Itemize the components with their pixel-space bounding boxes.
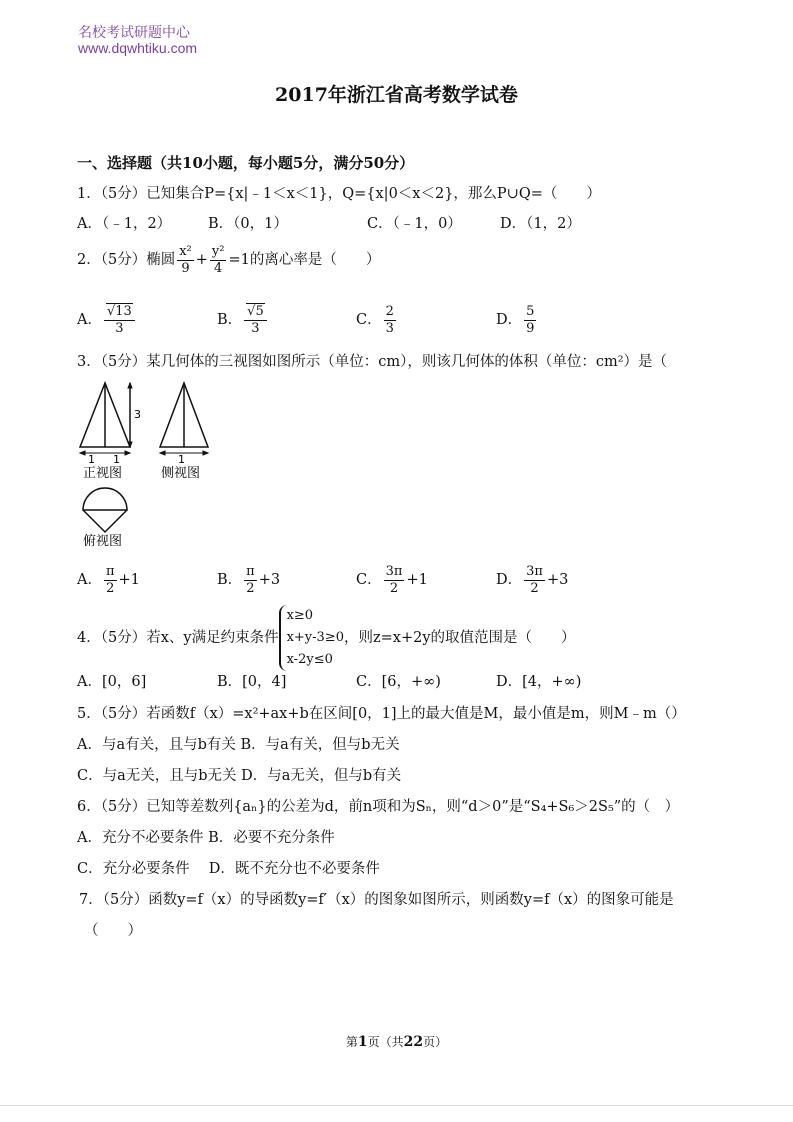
q2-option-b bbox=[217, 302, 269, 338]
dim-arrow bbox=[160, 451, 165, 455]
q5-options-row1: A．与a有关，且与b有关 B．与a有关，但与b无关 bbox=[77, 737, 400, 753]
q3-a-den: 2 bbox=[106, 580, 115, 596]
q2-b-num: √5 bbox=[244, 304, 267, 321]
q3-b-den: 2 bbox=[246, 580, 255, 596]
q6-stem: 6．（5分）已知等差数列{aₙ}的公差为d，前n项和为Sₙ，则“d＞0”是“S₄+S₆＞2S₅”的（ ） bbox=[77, 799, 680, 815]
q7-stem: 7．（5分）函数y=f（x）的导函数y=f′（x）的图象如图所示，则函数y=f（x）的图象可能是 bbox=[79, 892, 674, 908]
q2-a-frac bbox=[104, 304, 135, 337]
q3-c-label: C． bbox=[356, 572, 382, 588]
q3-b-tail: +3 bbox=[258, 572, 281, 588]
paper-title: 2017年浙江省高考数学试卷 bbox=[275, 84, 518, 106]
q7-stem-tail: （ ） bbox=[84, 923, 142, 939]
q3-three-views-figure bbox=[75, 375, 225, 550]
q2-frac-y-num: y² bbox=[211, 243, 225, 259]
dim-side-label: 1 bbox=[178, 453, 185, 466]
q2-frac-x-num: x² bbox=[179, 243, 192, 259]
q4-constraint-1: x≥0 bbox=[286, 608, 314, 623]
q3-option-d bbox=[496, 562, 568, 598]
q3-c-num: 3π bbox=[385, 563, 403, 579]
q3-a-tail: +1 bbox=[118, 572, 140, 588]
q3-b-label: B． bbox=[217, 572, 243, 588]
q3-a-num: π bbox=[105, 563, 115, 579]
q3-d-label: D． bbox=[496, 572, 523, 588]
watermark-url[interactable]: www.dqwhtiku.com bbox=[78, 40, 198, 56]
dim-arrow bbox=[203, 451, 208, 455]
q4-option-d: D．[4，+∞) bbox=[496, 674, 582, 690]
q2-stem bbox=[77, 242, 380, 278]
q2-suffix: =1的离心率是（ ） bbox=[228, 252, 381, 268]
q3-c-tail: +1 bbox=[406, 572, 428, 588]
top-view-label: 俯视图 bbox=[83, 534, 123, 549]
q2-c-frac bbox=[384, 304, 396, 337]
q2-d-frac bbox=[524, 304, 536, 337]
q2-frac-x-den: 9 bbox=[181, 260, 190, 276]
q2-c-num: 2 bbox=[385, 303, 394, 319]
q3-option-c bbox=[356, 562, 428, 598]
q2-frac-y bbox=[210, 244, 227, 277]
q4-option-c: C．[6，+∞) bbox=[356, 674, 441, 690]
q4-constraint-2: x+y-3≥0 bbox=[286, 630, 344, 645]
q4-prefix: 4．（5分）若x、y满足约束条件 bbox=[77, 630, 279, 646]
q2-b-den: 3 bbox=[251, 320, 260, 336]
q6-options-row1: A．充分不必要条件 B．必要不充分条件 bbox=[77, 830, 335, 846]
dim-front-right-label: 1 bbox=[113, 453, 120, 466]
q4-constraint-system bbox=[279, 605, 344, 671]
q3-stem: 3．（5分）某几何体的三视图如图所示（单位：cm），则该几何体的体积（单位：cm²）是（ bbox=[77, 354, 668, 370]
q3-option-a bbox=[77, 562, 140, 598]
q4-option-a: A．[0，6] bbox=[77, 674, 147, 690]
q2-a-num: √13 bbox=[104, 304, 135, 321]
q3-a-label: A． bbox=[77, 572, 102, 588]
q1-option-c: C．（﹣1，0） bbox=[367, 216, 462, 232]
q3-d-frac bbox=[524, 564, 545, 597]
top-view-triangle bbox=[83, 510, 127, 532]
q2-b-label: B． bbox=[217, 312, 243, 328]
q3-option-b bbox=[217, 562, 280, 598]
q2-b-frac bbox=[244, 304, 267, 337]
q1-stem: 1．（5分）已知集合P={x|﹣1＜x＜1}，Q={x|0＜x＜2}，那么P∪Q=（ ） bbox=[77, 186, 601, 202]
page-bottom-rule bbox=[0, 1105, 793, 1106]
q1-option-b: B．（0，1） bbox=[208, 216, 288, 232]
footer-total-pages: 22 bbox=[403, 1034, 424, 1050]
dim-arrow bbox=[125, 451, 130, 455]
q3-c-den: 2 bbox=[389, 580, 399, 596]
q3-c-frac bbox=[384, 564, 405, 597]
q4-option-b: B．[0，4] bbox=[217, 674, 287, 690]
q2-d-num: 5 bbox=[526, 303, 535, 319]
q1-option-d: D．（1，2） bbox=[500, 216, 581, 232]
dim-arrow bbox=[80, 451, 85, 455]
q3-d-den: 2 bbox=[530, 580, 539, 596]
q2-a-label: A． bbox=[77, 312, 102, 328]
q2-prefix: 2．（5分）椭圆 bbox=[77, 252, 176, 268]
q5-stem: 5．（5分）若函数f（x）=x²+ax+b在区间[0，1]上的最大值是M，最小值是m，则M﹣m（） bbox=[77, 706, 686, 722]
top-view-semicircle bbox=[83, 488, 127, 510]
watermark-name: 名校考试研题中心 bbox=[78, 25, 190, 41]
q2-a-den: 3 bbox=[115, 320, 124, 336]
q3-b-frac bbox=[244, 564, 257, 597]
q4-suffix: ，则z=x+2y的取值范围是（ ） bbox=[343, 630, 576, 646]
q2-frac-y-den: 4 bbox=[214, 260, 223, 276]
dim-front-left-label: 1 bbox=[88, 453, 95, 466]
side-view-label: 侧视图 bbox=[161, 466, 201, 481]
q3-d-tail: +3 bbox=[546, 572, 569, 588]
q2-c-den: 3 bbox=[385, 320, 394, 336]
q2-d-label: D． bbox=[496, 312, 523, 328]
footer-mid: 页（共 bbox=[367, 1035, 404, 1049]
section-heading: 一、选择题（共10小题，每小题5分，满分50分） bbox=[77, 154, 415, 172]
q2-frac-x bbox=[177, 244, 194, 277]
q2-plus: + bbox=[195, 252, 208, 268]
q2-c-label: C． bbox=[356, 312, 382, 328]
dim-arrow bbox=[128, 383, 132, 388]
q4-stem bbox=[77, 602, 576, 674]
q2-d-den: 9 bbox=[526, 320, 535, 336]
dim-height-label: 3 bbox=[134, 408, 141, 421]
q3-a-frac bbox=[104, 564, 117, 597]
q2-option-a bbox=[77, 302, 137, 338]
footer-page-number: 1 bbox=[357, 1034, 368, 1050]
q1-option-a: A．（﹣1，2） bbox=[77, 216, 172, 232]
q2-option-d bbox=[496, 302, 538, 338]
q2-option-c bbox=[356, 302, 398, 338]
q3-d-num: 3π bbox=[526, 563, 543, 579]
q4-constraint-3: x-2y≤0 bbox=[286, 652, 333, 667]
q5-options-row2: C．与a无关，且与b无关 D．与a无关，但与b有关 bbox=[77, 768, 402, 784]
q6-options-row2: C．充分必要条件 D．既不充分也不必要条件 bbox=[77, 861, 380, 877]
page-footer bbox=[0, 1033, 793, 1050]
q3-b-num: π bbox=[246, 563, 255, 579]
footer-pre: 第 bbox=[345, 1035, 358, 1049]
footer-post: 页） bbox=[423, 1035, 448, 1049]
front-view-label: 正视图 bbox=[83, 466, 123, 481]
